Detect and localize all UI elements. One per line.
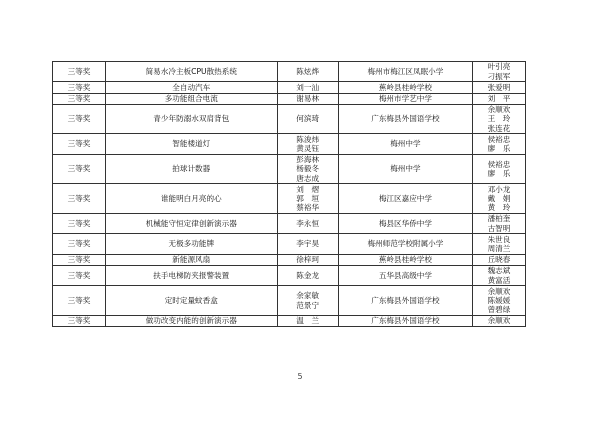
school-cell: 梅州中学 — [338, 154, 472, 184]
author-cell — [277, 234, 338, 254]
school-cell: 梅州市学艺中学 — [338, 93, 472, 104]
teacher-cell-entry: 廖 乐 — [487, 169, 511, 179]
table-row — [53, 154, 526, 184]
project-title-cell: 多功能组合电流 — [106, 93, 278, 104]
teacher-cell-entry: 余顺欢 — [487, 316, 511, 326]
project-title-cell: 全自动汽车 — [106, 82, 278, 93]
table-row — [53, 286, 526, 316]
award-level-cell: 三等奖 — [53, 234, 106, 254]
school-cell: 五华县高级中学 — [338, 265, 472, 285]
teacher-cell — [472, 62, 525, 82]
table-row — [53, 315, 526, 326]
teacher-cell — [472, 184, 525, 214]
teacher-cell-entry: 潘柏奎 — [487, 214, 511, 224]
award-level-cell: 三等奖 — [53, 254, 106, 265]
table-row — [53, 254, 526, 265]
author-cell-entry: 陈金龙 — [296, 271, 320, 280]
author-cell-entry: 李永恒 — [296, 219, 320, 229]
teacher-cell-entry: 周清兰 — [487, 244, 511, 254]
teacher-cell-entry: 刘 平 — [487, 94, 511, 104]
table-row — [53, 93, 526, 104]
author-cell — [277, 213, 338, 233]
award-level-cell: 三等奖 — [53, 265, 106, 285]
teacher-cell-entry: 朱世良 — [487, 234, 511, 244]
teacher-cell-entry: 叶引亮 — [487, 62, 511, 72]
teacher-cell — [472, 286, 525, 316]
author-cell-entry: 温 兰 — [296, 316, 320, 326]
school-cell: 广东梅县外国语学校 — [338, 315, 472, 326]
author-cell-entry: 杨毅冬 — [296, 164, 320, 174]
table-row — [53, 82, 526, 93]
author-cell-entry: 徐梓珂 — [296, 255, 320, 265]
teacher-cell-entry: 黄 玲 — [487, 203, 511, 213]
table-row — [53, 234, 526, 254]
teacher-cell-entry: 张爱明 — [487, 82, 511, 92]
teacher-cell — [472, 82, 525, 93]
award-level-cell: 三等奖 — [53, 213, 106, 233]
school-cell: 蕉岭县桂岭学校 — [338, 254, 472, 265]
teacher-cell — [472, 104, 525, 134]
school-cell: 蕉岭县桂岭学校 — [338, 82, 472, 93]
award-level-cell: 三等奖 — [53, 154, 106, 184]
author-cell-entry: 黄灵钰 — [296, 144, 320, 154]
author-cell — [277, 286, 338, 316]
school-cell: 梅州师范学校附属小学 — [338, 234, 472, 254]
author-cell — [277, 82, 338, 93]
teacher-cell-entry: 陈媛媛 — [487, 295, 511, 305]
author-cell-entry: 何滨琦 — [296, 114, 320, 124]
teacher-cell — [472, 234, 525, 254]
project-title-cell: 拍球计数器 — [106, 154, 278, 184]
award-level-cell: 三等奖 — [53, 134, 106, 154]
project-title-cell: 无极多功能牌 — [106, 234, 278, 254]
teacher-cell-entry: 曾碧绿 — [487, 305, 511, 315]
project-title-cell: 智能楼道灯 — [106, 134, 278, 154]
award-level-cell: 三等奖 — [53, 315, 106, 326]
author-cell — [277, 93, 338, 104]
teacher-cell-entry: 戴 娟 — [487, 194, 511, 204]
teacher-cell-entry: 黄富活 — [487, 275, 511, 285]
teacher-cell-entry: 邓小龙 — [487, 184, 511, 194]
author-cell — [277, 254, 338, 265]
school-cell: 梅县区华侨中学 — [338, 213, 472, 233]
author-cell-entry: 范景宁 — [296, 300, 320, 310]
school-cell: 梅州市梅江区凤眠小学 — [338, 62, 472, 82]
table-row — [53, 265, 526, 285]
school-cell: 梅州中学 — [338, 134, 472, 154]
school-cell: 梅江区嘉应中学 — [338, 184, 472, 214]
school-cell: 广东梅县外国语学校 — [338, 104, 472, 134]
author-cell — [277, 265, 338, 285]
teacher-cell-entry: 刁振军 — [487, 71, 511, 81]
award-level-cell: 三等奖 — [53, 62, 106, 82]
author-cell — [277, 104, 338, 134]
teacher-cell-entry: 侯裕忠 — [487, 134, 511, 144]
author-cell-entry: 刘一汕 — [296, 82, 320, 92]
author-cell — [277, 134, 338, 154]
teacher-cell — [472, 315, 525, 326]
teacher-cell-entry: 张连花 — [487, 123, 511, 133]
teacher-cell — [472, 154, 525, 184]
teacher-cell-entry: 丘晓春 — [487, 255, 511, 265]
author-cell-entry: 李宇昊 — [296, 239, 320, 249]
school-cell: 广东梅县外国语学校 — [338, 286, 472, 316]
author-cell-entry: 余家敏 — [296, 291, 320, 301]
table-row — [53, 104, 526, 134]
award-level-cell: 三等奖 — [53, 104, 106, 134]
author-cell-entry: 蔡裕华 — [296, 203, 320, 213]
project-title-cell: 谁能明白月亮的心 — [106, 184, 278, 214]
teacher-cell-entry: 古智明 — [487, 223, 511, 233]
teacher-cell-entry: 余顺欢 — [487, 105, 511, 115]
teacher-cell — [472, 93, 525, 104]
awards-table — [52, 61, 526, 327]
teacher-cell-entry: 余顺欢 — [487, 286, 511, 296]
author-cell — [277, 62, 338, 82]
page-number: 5 — [297, 372, 303, 381]
author-cell-entry: 唐志成 — [296, 173, 320, 183]
awards-table-body — [53, 62, 526, 327]
award-level-cell: 三等奖 — [53, 184, 106, 214]
project-title-cell: 扶手电梯防夹报警装置 — [106, 265, 278, 285]
author-cell-entry: 刘 熠 — [296, 184, 320, 194]
award-level-cell: 三等奖 — [53, 82, 106, 93]
author-cell — [277, 154, 338, 184]
author-cell — [277, 315, 338, 326]
teacher-cell — [472, 254, 525, 265]
teacher-cell-entry: 魏志斌 — [487, 266, 511, 276]
teacher-cell — [472, 213, 525, 233]
table-row — [53, 213, 526, 233]
project-title-cell: 机械能守恒定律创新演示器 — [106, 213, 278, 233]
project-title-cell: 做功改变内能的创新演示器 — [106, 315, 278, 326]
table-row — [53, 62, 526, 82]
project-title-cell: 新能源风扇 — [106, 254, 278, 265]
author-cell-entry: 陈炫烨 — [296, 67, 320, 77]
teacher-cell — [472, 134, 525, 154]
award-level-cell: 三等奖 — [53, 93, 106, 104]
teacher-cell — [472, 265, 525, 285]
author-cell-entry: 谢易林 — [296, 94, 320, 104]
table-row — [53, 134, 526, 154]
author-cell-entry: 郭 垣 — [296, 194, 320, 204]
teacher-cell-entry: 廖 乐 — [487, 144, 511, 154]
project-title-cell: 简易水冷主板CPU散热系统 — [106, 62, 278, 82]
author-cell-entry: 陈浚炜 — [296, 134, 320, 144]
teacher-cell-entry: 王 玲 — [487, 114, 511, 124]
project-title-cell: 定时定量蚊香盒 — [106, 286, 278, 316]
author-cell-entry: 彭海林 — [296, 155, 320, 165]
project-title-cell: 青少年防溺水双肩背包 — [106, 104, 278, 134]
author-cell — [277, 184, 338, 214]
table-row — [53, 184, 526, 214]
teacher-cell-entry: 侯裕忠 — [487, 159, 511, 169]
award-level-cell: 三等奖 — [53, 286, 106, 316]
